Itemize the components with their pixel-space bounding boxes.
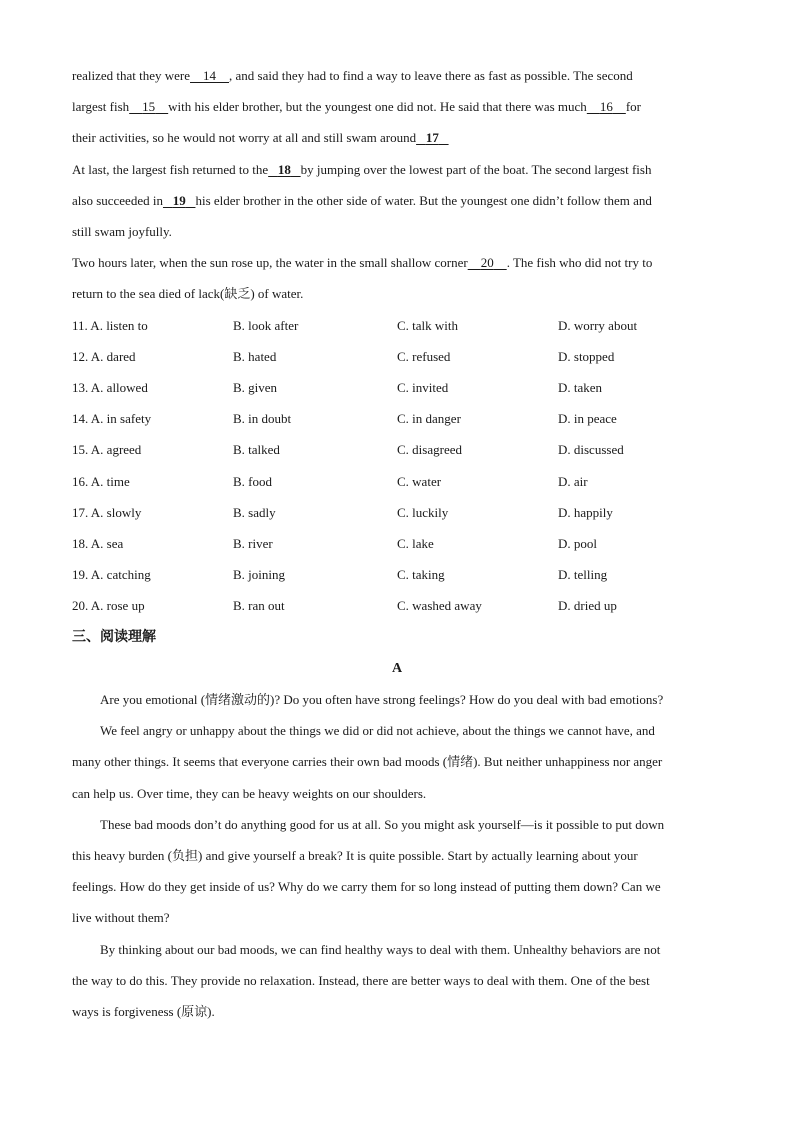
cloze-text: with his elder brother, but the youngest one did not. He said that there was much <box>168 99 587 115</box>
cloze-line <box>72 278 722 309</box>
option-c: C. in danger <box>397 411 461 427</box>
cloze-text: also succeeded in <box>72 192 163 208</box>
cloze-text: Two hours later, when the sun rose up, the water in the small shallow corner <box>72 255 468 271</box>
blank-17: 17 <box>425 130 439 146</box>
option-row <box>72 403 722 434</box>
cloze-line <box>72 247 722 278</box>
blank-20: 20 <box>480 255 494 271</box>
option-c: C. luckily <box>397 504 449 520</box>
option-row <box>72 372 722 403</box>
passage-line: the way to do this. They provide no relaxation. Instead, there are better ways to deal with them. One of the best <box>72 972 650 988</box>
option-row <box>72 497 722 528</box>
option-d: D. taken <box>558 380 603 395</box>
option-row <box>72 341 722 372</box>
option-c: C. refused <box>397 348 451 364</box>
document-page <box>72 60 722 1027</box>
passage-line: many other things. It seems that everyone carries their own bad moods (情绪). But neither unhappiness nor anger <box>72 754 663 770</box>
option-d: D. worry about <box>558 317 638 333</box>
passage-letter: A <box>391 660 403 676</box>
cloze-line <box>72 154 722 185</box>
option-b: B. river <box>233 535 273 551</box>
passage-line: ways is forgiveness (原谅). <box>72 1003 215 1019</box>
option-d: D. in peace <box>558 411 617 427</box>
option-a: 12. A. dared <box>72 348 136 364</box>
cloze-text: his elder brother in the other side of water. But the youngest one didn’t follow them and <box>195 192 652 208</box>
option-b: B. food <box>233 473 272 489</box>
cloze-text: realized that they were <box>72 68 191 83</box>
option-b: B. ran out <box>233 598 285 614</box>
cloze-line <box>72 60 722 91</box>
option-b: B. talked <box>233 442 280 458</box>
cloze-text: for <box>625 99 641 115</box>
option-row <box>72 528 722 559</box>
option-a: 13. A. allowed <box>72 380 148 395</box>
passage-line: can help us. Over time, they can be heavy weights on our shoulders. <box>72 785 427 801</box>
option-d: D. air <box>558 473 588 489</box>
cloze-text: , and said they had to find a way to leave there as fast as possible. The second <box>229 68 633 83</box>
option-d: D. discussed <box>558 442 624 458</box>
cloze-text: . The fish who did not try to <box>506 255 653 271</box>
option-a: 14. A. in safety <box>72 411 152 427</box>
option-a: 17. A. slowly <box>72 504 142 520</box>
option-row <box>72 434 722 465</box>
option-d: D. telling <box>558 567 608 583</box>
option-b: B. look after <box>233 317 299 333</box>
passage-line: feelings. How do they get inside of us? Why do we carry them for so long instead of putting them down? Can we <box>72 879 661 895</box>
option-b: B. sadly <box>233 504 276 520</box>
option-b: B. joining <box>233 567 286 583</box>
cloze-line <box>72 122 722 153</box>
blank-16: 16 <box>599 99 613 115</box>
option-b: B. hated <box>233 348 277 364</box>
option-c: C. water <box>397 473 442 489</box>
option-c: C. washed away <box>397 598 482 614</box>
passage-line: Are you emotional (情绪激动的)? Do you often have strong feelings? How do you deal with bad emotions? <box>100 691 664 707</box>
option-c: C. lake <box>397 535 434 551</box>
options-list <box>72 310 722 622</box>
option-c: C. taking <box>397 567 445 583</box>
passage-line: By thinking about our bad moods, we can find healthy ways to deal with them. Unhealthy behaviors are not <box>100 941 661 957</box>
cloze-text: largest fish <box>72 99 130 115</box>
option-d: D. happily <box>558 504 613 520</box>
option-row <box>72 590 722 621</box>
passage-line: this heavy burden (负担) and give yourself a break? It is quite possible. Start by actually learning about your <box>72 847 638 863</box>
option-d: D. stopped <box>558 348 615 364</box>
cloze-text: still swam joyfully. <box>72 224 172 240</box>
option-row <box>72 466 722 497</box>
blank-15: 15 <box>142 99 156 115</box>
option-c: C. talk with <box>397 317 459 333</box>
cloze-text: by jumping over the lowest part of the boat. The second largest fish <box>300 161 652 177</box>
option-b: B. in doubt <box>233 411 292 427</box>
cloze-line <box>72 185 722 216</box>
option-a: 18. A. sea <box>72 535 124 551</box>
passage-line: We feel angry or unhappy about the things we did or did not achieve, about the things we cannot have, and <box>100 723 655 739</box>
cloze-line <box>72 216 722 247</box>
option-a: 19. A. catching <box>72 567 151 583</box>
blank-19: 19 <box>172 192 186 208</box>
passage-a <box>72 684 722 1027</box>
blank-14: 14 <box>203 68 217 83</box>
passage-line: live without them? <box>72 910 170 926</box>
option-d: D. pool <box>558 535 597 551</box>
option-row <box>72 559 722 590</box>
cloze-text: return to the sea died of lack(缺乏) of water. <box>72 286 304 302</box>
cloze-text: At last, the largest fish returned to the <box>72 161 269 177</box>
passage-line: These bad moods don’t do anything good for us at all. So you might ask yourself—is it possible to put down <box>100 816 665 832</box>
option-a: 16. A. time <box>72 473 130 489</box>
cloze-text: their activities, so he would not worry at all and still swam around <box>72 130 417 146</box>
blank-18: 18 <box>277 161 291 177</box>
option-a: 11. A. listen to <box>72 317 148 333</box>
option-c: C. invited <box>397 380 449 395</box>
option-a: 20. A. rose up <box>72 598 145 614</box>
option-b: B. given <box>233 380 278 395</box>
option-d: D. dried up <box>558 598 617 614</box>
option-c: C. disagreed <box>397 442 462 458</box>
option-a: 15. A. agreed <box>72 442 142 458</box>
option-row <box>72 310 722 341</box>
cloze-line <box>72 91 722 122</box>
section-title: 三、阅读理解 <box>72 628 156 645</box>
